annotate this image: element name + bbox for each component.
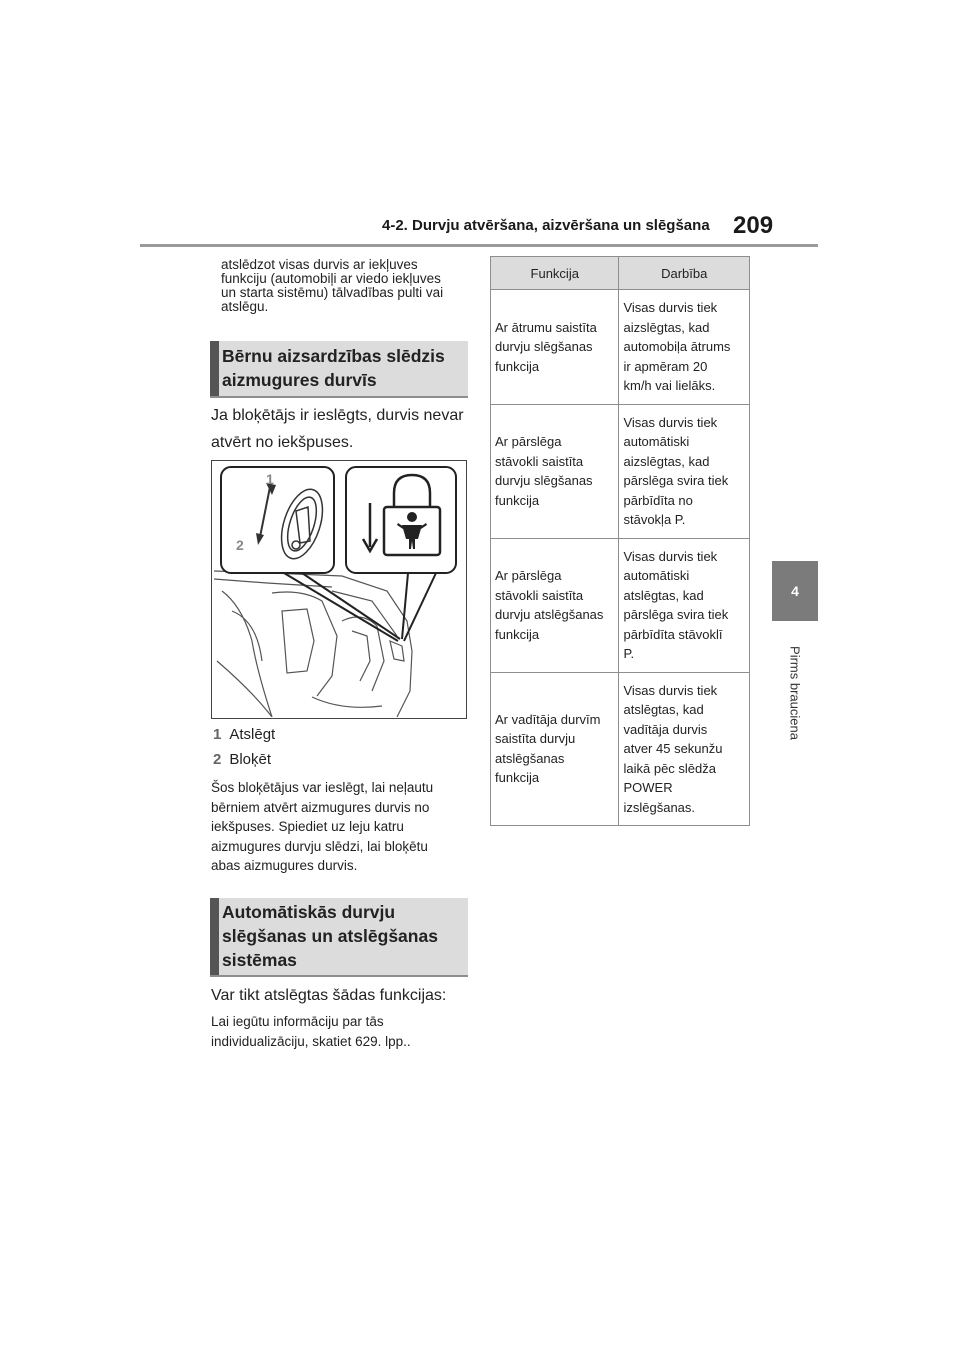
- cell-line: funkcija: [495, 770, 540, 786]
- cell-line: automobiļa ātrums: [623, 339, 731, 354]
- chapter-label-text: Pirms brauciena: [787, 646, 803, 740]
- cell-line: atslēgšanas: [495, 750, 565, 766]
- cell-line: atver 45 sekunžu: [623, 741, 723, 756]
- customization-note: [211, 1012, 473, 1051]
- cell-line: stāvokļa P.: [623, 512, 686, 527]
- heading-auto-lock: [210, 898, 468, 977]
- cell-line: Visas durvis tiek: [623, 548, 718, 564]
- auto-lock-paragraph: Var tikt atslēgtas šādas funkcijas:: [211, 987, 447, 1004]
- cell-line: automātiski: [623, 568, 690, 583]
- item-text: Atslēgt: [229, 726, 276, 743]
- cell-line: vadītāja durvis: [623, 721, 708, 737]
- table-row: [491, 672, 750, 826]
- cell-line: durvju atslēgšanas: [495, 607, 604, 622]
- intro-line: atslēgu.: [221, 299, 269, 314]
- function-cell: [491, 290, 619, 405]
- note-line: bērniem atvērt aizmugures durvis no: [211, 799, 430, 815]
- action-cell: [619, 290, 750, 405]
- paragraph-line: Ja bloķētājs ir ieslēgts, durvis nevar: [211, 407, 464, 424]
- function-table: [490, 256, 750, 826]
- cell-line: durvju slēgšanas: [495, 473, 593, 488]
- cell-line: Visas durvis tiek: [623, 414, 718, 430]
- heading-bar: [210, 341, 219, 396]
- note-line: abas aizmugures durvis.: [211, 858, 358, 873]
- note-line: individualizāciju, skatiet 629. lpp..: [211, 1033, 411, 1049]
- heading-child-lock: [210, 341, 468, 398]
- cell-line: P.: [623, 646, 635, 661]
- cell-line: pārslēga svira tiek: [623, 607, 729, 622]
- cell-line: durvju slēgšanas: [495, 339, 593, 354]
- child-lock-drawing: [212, 461, 465, 717]
- cell-line: Visas durvis tiek: [623, 300, 718, 315]
- cell-line: izslēgšanas.: [623, 799, 696, 815]
- chapter-tab: 4: [772, 561, 818, 621]
- column-header-action: Darbība: [619, 257, 750, 290]
- cell-line: pārbīdīta stāvoklī: [623, 626, 723, 642]
- intro-line: funkciju (automobiļi ar viedo iekļuves: [221, 271, 441, 286]
- intro-paragraph: [221, 258, 471, 314]
- item-number: 2: [213, 751, 222, 768]
- cell-line: pārslēga svira tiek: [623, 473, 729, 488]
- cell-line: stāvokli saistīta: [495, 587, 584, 603]
- figure-label-2: 2: [236, 537, 244, 553]
- cell-line: saistīta durvju: [495, 731, 576, 747]
- heading-line: aizmugures durvīs: [222, 370, 377, 390]
- intro-line: un starta sistēmu) tālvadības pulti vai: [221, 285, 444, 300]
- cell-line: POWER: [623, 780, 673, 795]
- action-cell: [619, 404, 750, 538]
- item-number: 1: [213, 726, 222, 743]
- heading-line: slēgšanas un atslēgšanas: [222, 926, 438, 946]
- cell-line: atslēgtas, kad: [623, 587, 704, 603]
- table-row: [491, 290, 750, 405]
- list-item-unlock: [213, 726, 275, 743]
- note-line: Šos bloķētājus var ieslēgt, lai neļautu: [211, 780, 434, 795]
- cell-line: automātiski: [623, 434, 690, 449]
- cell-line: aizslēgtas, kad: [623, 453, 710, 469]
- table-row: [491, 404, 750, 538]
- list-item-lock: [213, 751, 271, 768]
- heading-line: Automātiskās durvju: [222, 902, 396, 922]
- function-cell: [491, 538, 619, 672]
- header-rule: [140, 244, 818, 247]
- cell-line: Ar ātrumu saistīta: [495, 319, 597, 335]
- heading-bar: [210, 898, 219, 975]
- action-cell: [619, 538, 750, 672]
- cell-line: Ar pārslēga: [495, 568, 562, 583]
- note-line: Lai iegūtu informāciju par tās: [211, 1014, 384, 1029]
- item-text: Bloķēt: [229, 751, 272, 768]
- child-lock-note: [211, 778, 473, 876]
- page-number: 209: [733, 212, 774, 239]
- cell-line: Visas durvis tiek: [623, 682, 718, 698]
- cell-line: laikā pēc slēdža: [623, 760, 716, 776]
- cell-line: Ar vadītāja durvīm: [495, 711, 601, 727]
- heading-line: Bērnu aizsardzības slēdzis: [222, 346, 445, 366]
- cell-line: aizslēgtas, kad: [623, 319, 710, 335]
- child-lock-illustration: [211, 460, 467, 719]
- function-cell: [491, 404, 619, 538]
- table-header-row: [491, 257, 750, 290]
- function-cell: [491, 672, 619, 826]
- figure-label-1: 1: [266, 471, 274, 487]
- cell-line: funkcija: [495, 492, 540, 508]
- paragraph-line: atvērt no iekšpuses.: [211, 434, 354, 451]
- intro-line: atslēdzot visas durvis ar iekļuves: [221, 257, 418, 272]
- cell-line: Ar pārslēga: [495, 434, 562, 449]
- cell-line: funkcija: [495, 626, 540, 642]
- child-lock-paragraph: [211, 402, 471, 456]
- cell-line: pārbīdīta no: [623, 492, 693, 508]
- note-line: aizmugures durvju slēdzi, lai bloķētu: [211, 838, 428, 854]
- note-line: iekšpuses. Spiediet uz leju katru: [211, 819, 404, 834]
- cell-line: atslēgtas, kad: [623, 702, 704, 717]
- heading-line: sistēmas: [222, 950, 297, 970]
- section-title: 4-2. Durvju atvēršana, aizvēršana un slēgšana: [382, 217, 710, 234]
- action-cell: [619, 672, 750, 826]
- table-row: [491, 538, 750, 672]
- cell-line: ir apmēram 20: [623, 358, 708, 374]
- cell-line: funkcija: [495, 358, 540, 374]
- chapter-label: [772, 628, 818, 758]
- cell-line: stāvokli saistīta: [495, 453, 584, 469]
- cell-line: km/h vai lielāks.: [623, 378, 716, 393]
- column-header-function: Funkcija: [491, 257, 619, 290]
